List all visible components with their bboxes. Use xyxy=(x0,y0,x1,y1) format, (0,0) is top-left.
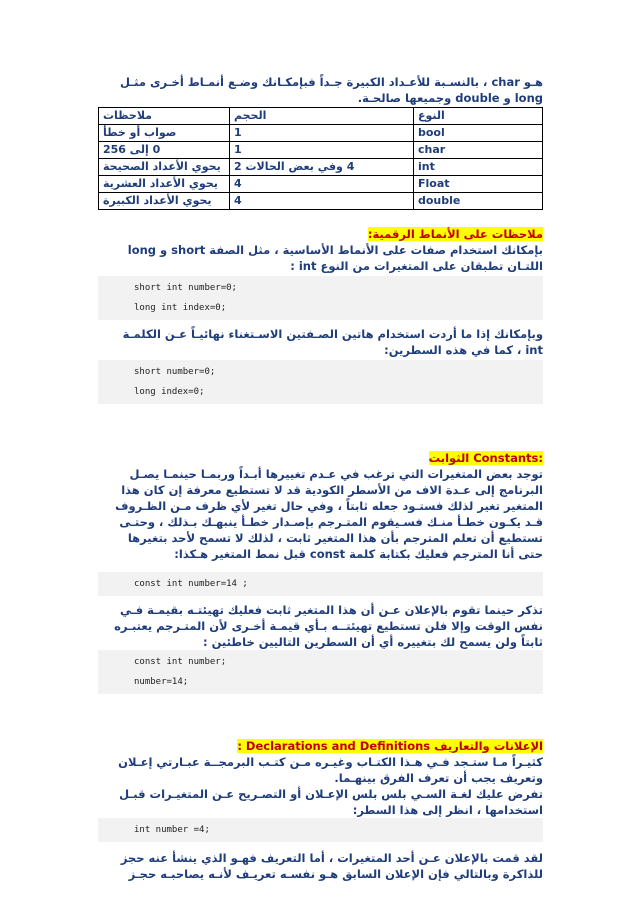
cell-note: 0 إلى 256 xyxy=(99,142,230,159)
text-line: للذاكرة وبالتالي فإن الإعلان السابق هـو نفسـه تعريـف لأنـه يصاحبـه حجـز xyxy=(128,867,543,881)
text-line: تفرض عليك لغـة السـي بلس بلس الإعـلان أو التصـريح عـن المتغيـرات قبـل xyxy=(119,787,543,801)
text-line: تستطيع أن تعلم المترجم بأن هذا المتغير ثابت ، لذلك لا تسمح لأحد بتغيرها xyxy=(127,531,543,545)
notes-heading-text: ملاحظات على الأنماط الرقمية: xyxy=(367,227,543,241)
cell-type: double xyxy=(414,193,543,210)
text-line: قـد يكـون خطـأ منـك فسـيقوم المتـرجم بإصـدار خطـأ ينبهـك بـذلك ، وحتـى xyxy=(119,515,543,529)
table-row xyxy=(99,159,543,176)
document-page xyxy=(98,74,543,882)
text-line: ثابتاً ولن يسمح لك بتغييره أي أن السطرين التاليين خاطئين : xyxy=(202,635,543,649)
cell-note: صواب أو خطأ xyxy=(99,125,230,142)
code-line: const int number=14 ; xyxy=(134,579,248,589)
cell-type: char xyxy=(414,142,543,159)
code-line: int number =4; xyxy=(134,825,210,835)
text-line: حتى أنا المترجم فعليك بكتابة كلمة const قبل نمط المتغير هـكذا: xyxy=(174,547,543,561)
cell-note: يحوي الأعداد العشرية xyxy=(99,176,230,193)
constants-heading xyxy=(98,450,543,466)
code-line: short number=0; xyxy=(134,367,216,377)
constants-paragraph-2 xyxy=(98,602,543,650)
cell-note: يحوي الأعداد الكبيرة xyxy=(99,193,230,210)
code-line: long int index=0; xyxy=(134,303,227,313)
constants-paragraph-1 xyxy=(98,466,543,562)
header-size: الحجم xyxy=(230,108,414,125)
intro-paragraph xyxy=(98,74,543,106)
text-line: المتغير تغير لذلك فستـود جعله ثابتاً ، وفي حال تغير لأي ظرف مـن الظـروف xyxy=(115,499,543,513)
text-line: لقد قمت بالإعلان عـن أحد المتغيرات ، أما التعريف فهـو الذي ينشأ عنه حجز xyxy=(120,851,543,865)
cell-type: bool xyxy=(414,125,543,142)
text-line: هـو char ، بالنسـبة للأعـداد الكبيرة جـداً فبإمكـانك وضـع أنمـاط أخـرى مثـل xyxy=(119,75,543,89)
notes-paragraph-2 xyxy=(98,326,543,358)
cell-size: 4 xyxy=(230,176,414,193)
code-line: const int number; xyxy=(134,657,227,667)
cell-type: int xyxy=(414,159,543,176)
declarations-heading xyxy=(98,738,543,754)
code-block xyxy=(98,572,543,596)
notes-heading xyxy=(98,226,543,242)
text-line: int ، كما في هذه السطرين: xyxy=(384,343,543,357)
code-block xyxy=(98,818,543,842)
table-row xyxy=(99,125,543,142)
text-line: اللتـان تطبقان على المتغيرات من النوع int : xyxy=(290,259,543,273)
table-row xyxy=(99,176,543,193)
cell-note: يحوي الأعداد الصحيحة xyxy=(99,159,230,176)
text-line: بإمكانك استخدام صفات على الأنماط الأساسية ، مثل الصفة short و long xyxy=(127,243,543,257)
text-line: استخدامها ، انظر إلى هذا السطر: xyxy=(352,803,543,817)
types-table xyxy=(98,107,543,210)
constants-heading-text: :Constants الثوابت xyxy=(428,451,543,465)
text-line: تذكر حينما تقوم بالإعلان عـن أن هذا المتغير ثابت فعليك تهيئتـه بقيمـة فـي xyxy=(120,603,543,617)
code-line: long index=0; xyxy=(134,387,205,397)
declarations-paragraph-2 xyxy=(98,786,543,818)
code-line: number=14; xyxy=(134,677,189,687)
cell-size: 4 وفي بعض الحالات 2 xyxy=(230,159,414,176)
cell-type: Float xyxy=(414,176,543,193)
text-line: وبإمكانك إذا ما أردت استخدام هاتين الصـفتين الاسـتغناء نهائيـاً عـن الكلمـة xyxy=(122,327,543,341)
text-line: البرنامج إلى عـدة الاف من الأسطر الكودية قد لا تستطيع معرفة إن كان هذا xyxy=(121,483,543,497)
text-line: كثيـراً مـا ستـجد فـي هـذا الكتـاب وغيـره مـن كتـب البرمجــة عبـارتي إعـلان xyxy=(118,755,543,769)
code-block xyxy=(98,650,543,694)
header-notes: ملاحظات xyxy=(99,108,230,125)
declarations-paragraph-1 xyxy=(98,754,543,786)
table-header-row xyxy=(99,108,543,125)
table-row xyxy=(99,142,543,159)
text-line: نفس الوقت وإلا فلن تستطيع تهيئتــه بـأي قيمـة أخـرى لأن المتـرجم يعتبـره xyxy=(114,619,543,633)
text-line: توجد بعض المتغيرات التي ترغب في عـدم تغييرها أبـداً وربمـا حينمـا يصـل xyxy=(129,467,543,481)
notes-paragraph-1 xyxy=(98,242,543,274)
cell-size: 4 xyxy=(230,193,414,210)
cell-size: 1 xyxy=(230,125,414,142)
header-type: النوع xyxy=(414,108,543,125)
declarations-paragraph-3 xyxy=(98,850,543,882)
cell-size: 1 xyxy=(230,142,414,159)
code-block xyxy=(98,276,543,320)
table-row xyxy=(99,193,543,210)
text-line: وتعريف يجب أن تعرف الفرق بينهـما. xyxy=(334,771,543,785)
text-line: long و double وجميعها صالحـة. xyxy=(357,91,543,105)
declarations-heading-text: الإعلانات والتعاريف Declarations and Definitions : xyxy=(237,739,543,753)
code-line: short int number=0; xyxy=(134,283,237,293)
code-block xyxy=(98,360,543,404)
